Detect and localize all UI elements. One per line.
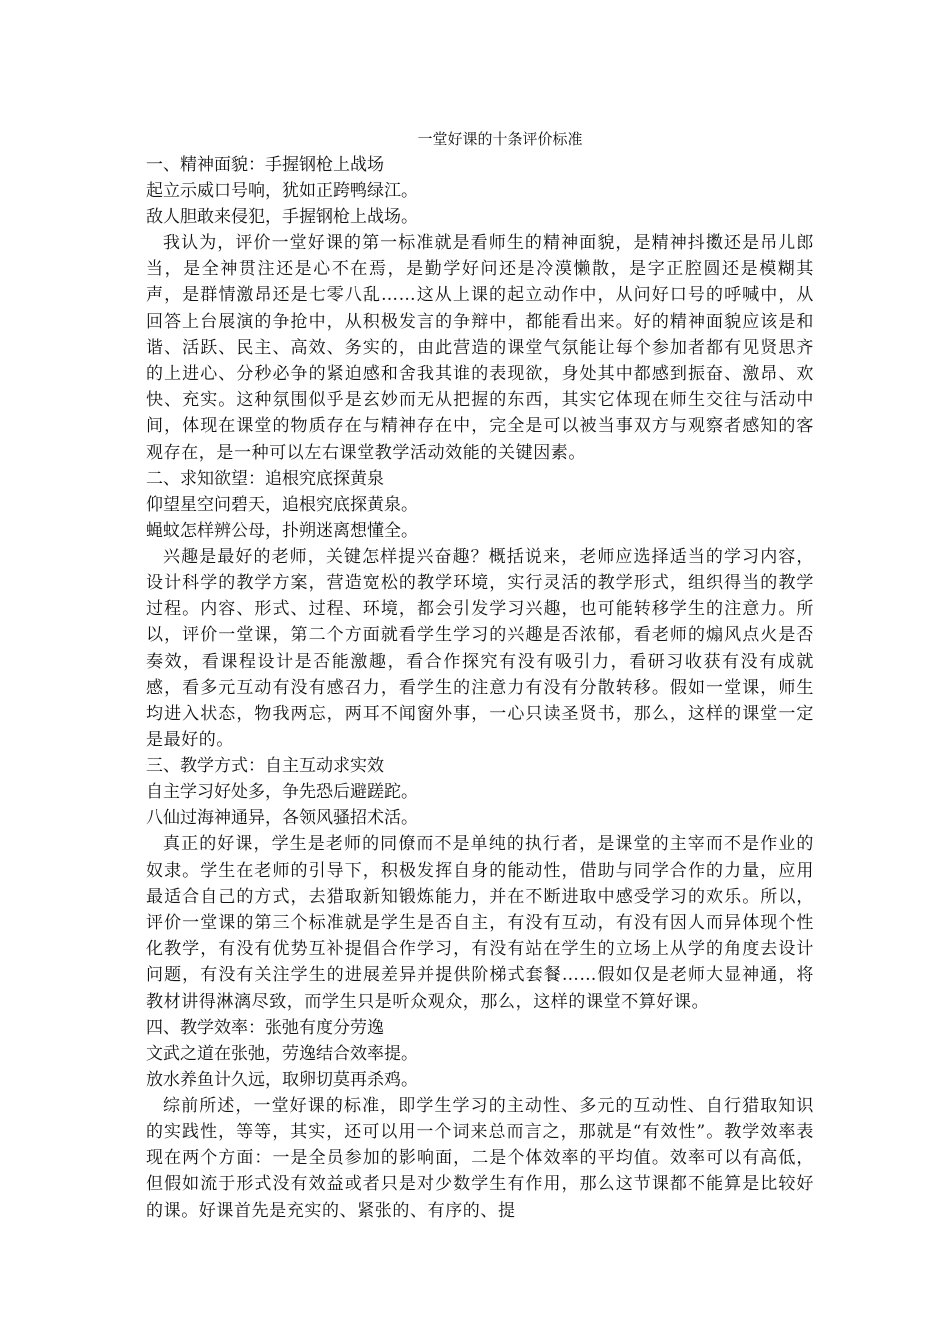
section-heading: 四、教学效率：张弛有度分劳逸 [146,1017,384,1038]
verse-line: 文武之道在张弛，劳逸结合效率提。 [146,1043,418,1064]
verse-line: 放水养鱼计久远，取卵切莫再杀鸡。 [146,1069,418,1090]
verse-line: 自主学习好处多，争先恐后避蹉跎。 [146,782,418,803]
verse-line: 仰望星空问碧天，追根究底探黄泉。 [146,494,418,515]
verse-line: 敌人胆敢来侵犯，手握钢枪上战场。 [146,207,418,227]
verse-line: 起立示威口号响，犹如正跨鸭绿江。 [146,181,418,201]
section-heading: 一、精神面貌：手握钢枪上战场 [146,155,384,175]
document-title: 一堂好课的十条评价标准 [417,130,583,148]
body-paragraph: 真正的好课，学生是老师的同僚而不是单纯的执行者，是课堂的主宰而不是作业的奴隶。学生在老师的引导下，积极发挥自身的能动性，借助与同学合作的力量，应用最适合自己的方式，去猎取新知锻炼能力，并在不断进取中感受学习的欢乐。所以，评价一堂课的第三个标准就是学生是否自主，有没有互动，有没有因人而异体现个性化教学，有没有优势互补提倡合作学习，有没有站在学生的立场上从学的角度去设计问题，有没有关注学生的进展差异并提供阶梯式套餐……假如仅是老师大显神通，将教材讲得淋漓尽致，而学生只是听众观众，那么，这样的课堂不算好课。 [146,834,814,1012]
body-paragraph: 综前所述，一堂好课的标准，即学生学习的主动性、多元的互动性、自行猎取知识的实践性，等等，其实，还可以用一个词来总而言之，那就是“有效性”。教学效率表现在两个方面：一是全员参加的影响面，二是个体效率的平均值。效率可以有高低，但假如流于形式没有效益或者只是对少数学生有作用，那么这节课都不能算是比较好的课。好课首先是充实的、紧张的、有序的、提 [146,1095,814,1221]
section-heading: 二、求知欲望：追根究底探黄泉 [146,468,384,489]
verse-line: 八仙过海神通异，各领风骚招术活。 [146,808,418,829]
verse-line: 蝇蚊怎样辨公母，扑朔迷离想懂全。 [146,520,418,541]
section-heading: 三、教学方式：自主互动求实效 [146,756,384,777]
section-2 [146,466,814,754]
body-paragraph: 兴趣是最好的老师，关键怎样提兴奋趣？概括说来，老师应选择适当的学习内容，设计科学的教学方案，营造宽松的教学环境，实行灵活的教学形式，组织得当的教学过程。内容、形式、过程、环境，都会引发学习兴趣，也可能转移学生的注意力。所以，评价一堂课，第二个方面就看学生学习的兴趣是否浓郁，看老师的煽风点火是否奏效，看课程设计是否能激趣，看合作探究有没有吸引力，看研习收获有没有成就感，看多元互动有没有感召力，看学生的注意力有没有分散转移。假如一堂课，师生均进入状态，物我两忘，两耳不闻窗外事，一心只读圣贤书，那么，这样的课堂一定是最好的。 [146,546,814,751]
body-paragraph: 我认为，评价一堂好课的第一标准就是看师生的精神面貌，是精神抖擞还是吊儿郎当，是全神贯注还是心不在焉，是勤学好问还是冷漠懒散，是字正腔圆还是模糊其声，是群情激昂还是七零八乱……这从上课的起立动作中，从问好口号的呼喊中，从回答上台展演的争抢中，从积极发言的争辩中，都能看出来。好的精神面貌应该是和谐、活跃、民主、高效、务实的，由此营造的课堂气氛能让每个参加者都有见贤思齐的上进心、分秒必争的紧迫感和舍我其谁的表现欲，身处其中都感到振奋、激昂、欢快、充实。这种氛围似乎是玄妙而无从把握的东西，其实它体现在师生交往与活动中间，体现在课堂的物质存在与精神存在中，完全是可以被当事双方与观察者感知的客观存在，是一种可以左右课堂教学活动效能的关键因素。 [146,233,814,463]
section-1 [146,152,814,466]
section-3 [146,753,814,1014]
section-4 [146,1015,814,1224]
document-page [146,128,814,1224]
